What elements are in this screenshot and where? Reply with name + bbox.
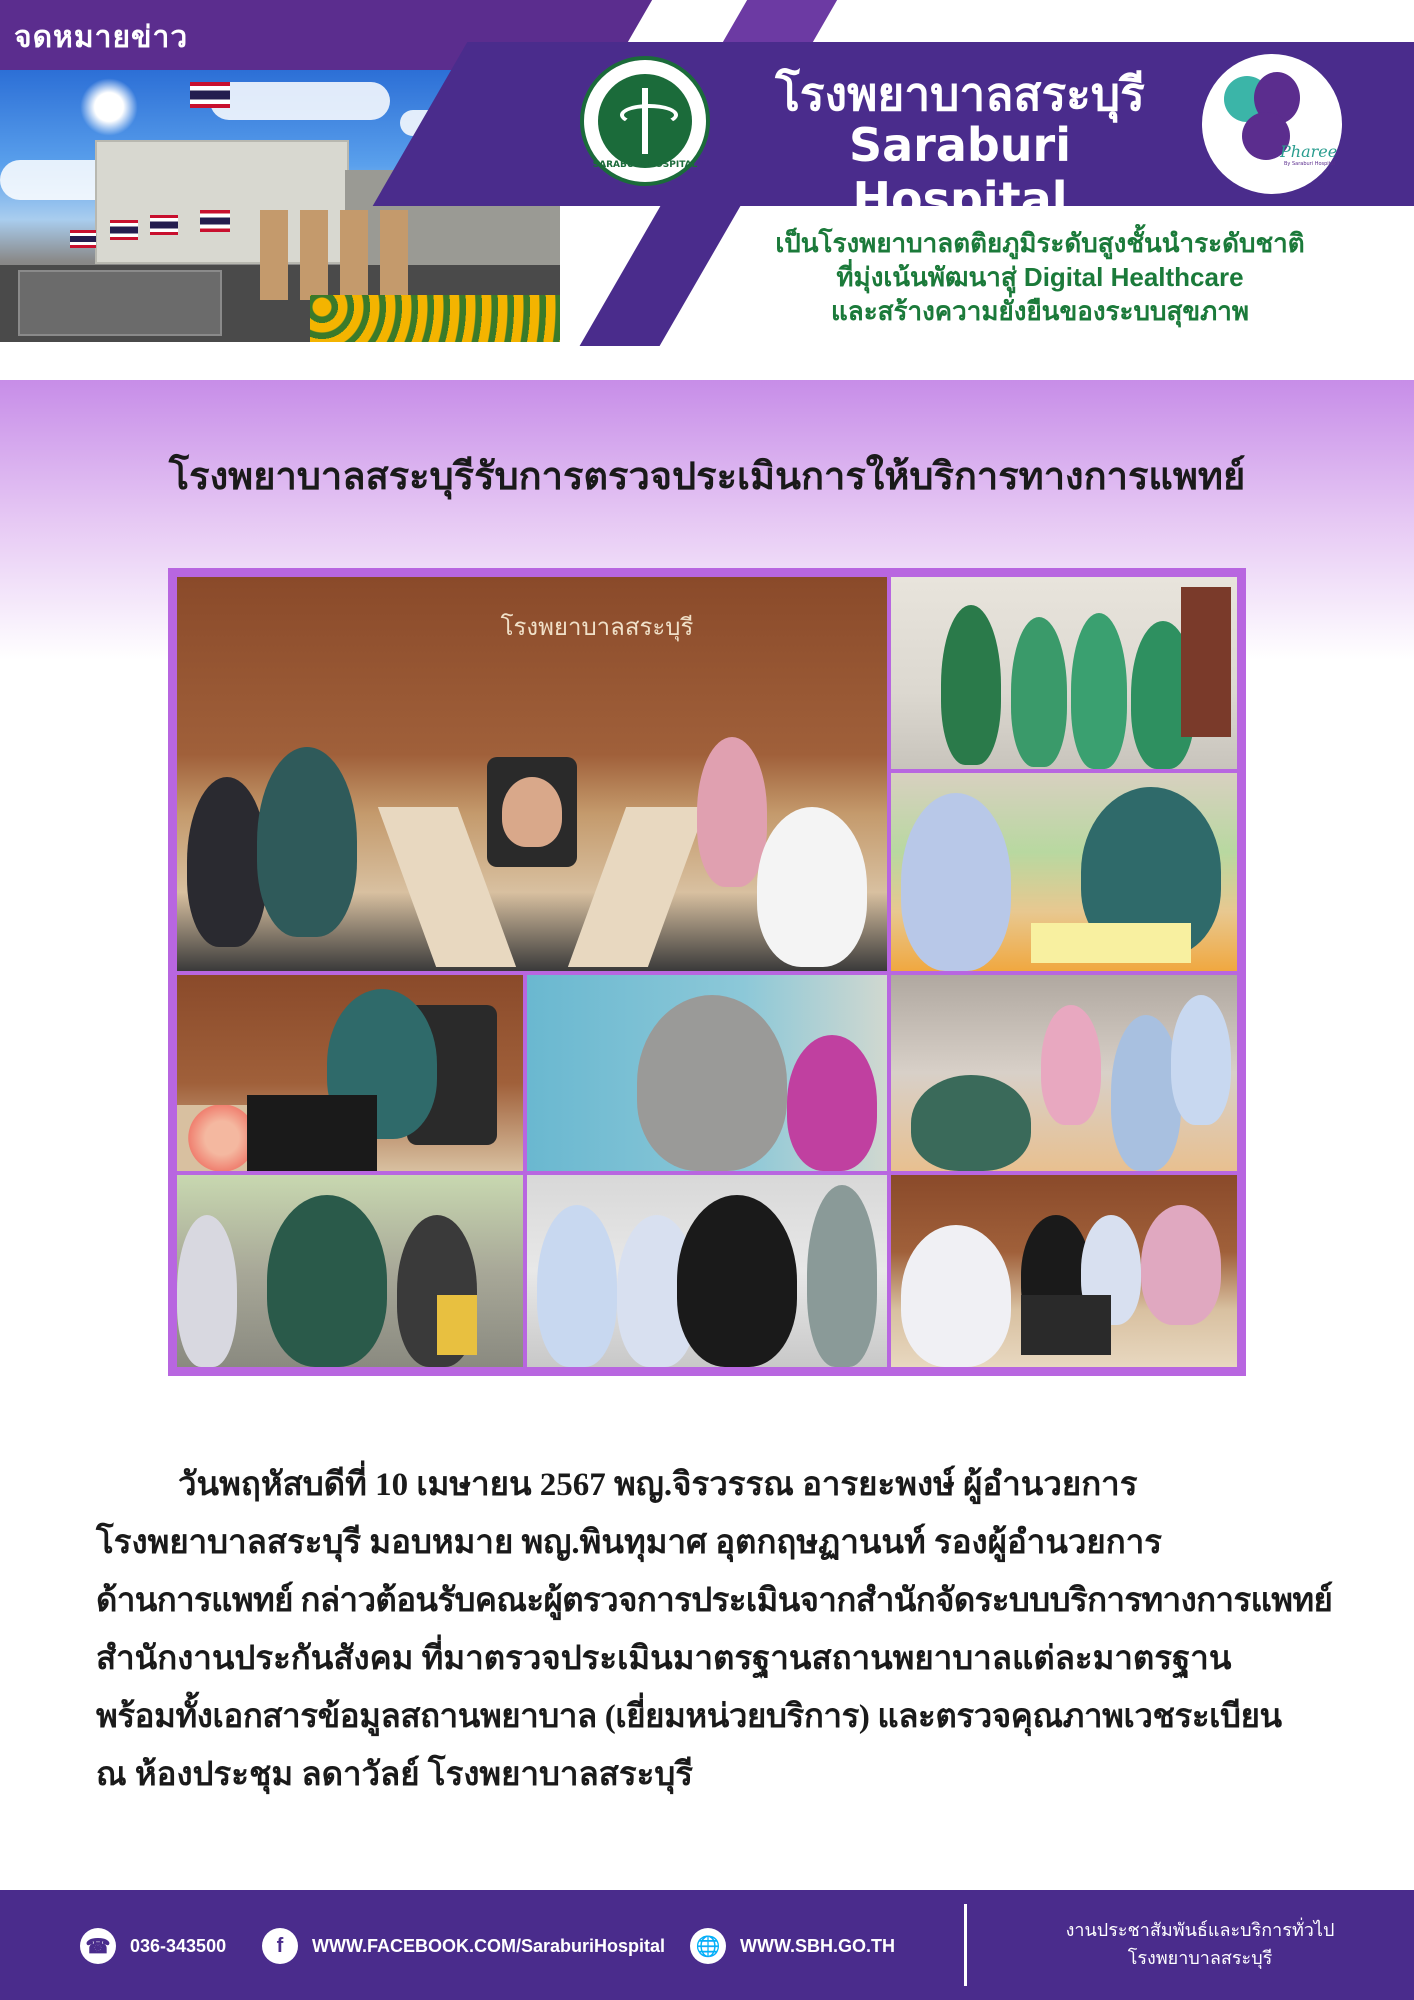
vision-line: และสร้างความยั่งยืนของระบบสุขภาพ bbox=[831, 296, 1249, 326]
pillar bbox=[300, 210, 328, 300]
pillar bbox=[260, 210, 288, 300]
thai-flag bbox=[190, 82, 230, 108]
photo-collage bbox=[168, 568, 1246, 1376]
body-line: ณ ห้องประชุม ลดาวัลย์ โรงพยาบาลสระบุรี bbox=[96, 1757, 694, 1793]
person bbox=[177, 1215, 237, 1367]
caduceus-icon bbox=[598, 74, 692, 168]
sun bbox=[80, 78, 138, 136]
contact-phone[interactable] bbox=[80, 1928, 226, 1964]
sunflowers bbox=[310, 295, 560, 342]
shelf bbox=[1181, 587, 1231, 737]
person bbox=[697, 737, 767, 887]
person bbox=[502, 777, 562, 847]
documents bbox=[1031, 923, 1191, 963]
thai-flag bbox=[70, 230, 96, 248]
photo-meeting-room bbox=[177, 577, 887, 971]
wall-sign: โรงพยาบาลสระบุรี bbox=[500, 615, 694, 641]
pillar bbox=[380, 210, 408, 300]
photo-interview bbox=[527, 975, 887, 1171]
footer bbox=[0, 1890, 1414, 2000]
contact-facebook[interactable] bbox=[262, 1928, 665, 1964]
nurse bbox=[537, 1205, 617, 1367]
logo-text: SARABURI HOSPITAL bbox=[592, 160, 698, 170]
thai-flag bbox=[200, 210, 230, 232]
hospital-logo bbox=[580, 56, 710, 186]
body-line: พร้อมทั้งเอกสารข้อมูลสถานพยาบาล (เยี่ยมหน่วยบริการ) และตรวจคุณภาพเวชระเบียน bbox=[96, 1699, 1282, 1735]
person bbox=[787, 1035, 877, 1171]
hospital-sign bbox=[18, 270, 222, 336]
photo-outdoor-visit bbox=[177, 1175, 523, 1367]
body-line: วันพฤหัสบดีที่ 10 เมษายน 2567 พญ.จิรวรรณ อารยะพงษ์ ผู้อำนวยการ bbox=[178, 1467, 1138, 1503]
phone-number: 036-343500 bbox=[130, 1935, 227, 1956]
body-line: ด้านการแพทย์ กล่าวต้อนรับคณะผู้ตรวจการประเมินจากสำนักจัดระบบบริการทางการแพทย์ bbox=[96, 1583, 1333, 1619]
monitor bbox=[1021, 1295, 1111, 1355]
person bbox=[901, 1225, 1011, 1367]
hospital-name-th: โรงพยาบาลสระบุรี bbox=[775, 68, 1145, 120]
vision-line: ที่มุ่งเน้นพัฒนาสู่ Digital Healthcare bbox=[836, 262, 1244, 292]
photo-speaker bbox=[177, 975, 523, 1171]
website-link: WWW.SBH.GO.TH bbox=[740, 1935, 895, 1956]
article-title: โรงพยาบาลสระบุรีรับการตรวจประเมินการให้บริการทางการแพทย์ bbox=[168, 456, 1246, 498]
thai-flag bbox=[110, 220, 138, 240]
facebook-link: WWW.FACEBOOK.COM/SaraburiHospital bbox=[312, 1935, 666, 1956]
newsletter-label: จดหมายข่าว bbox=[14, 20, 189, 55]
cloud bbox=[210, 82, 390, 120]
globe-icon: 🌐 bbox=[690, 1928, 726, 1964]
thai-flag bbox=[150, 215, 178, 235]
nurse bbox=[757, 807, 867, 967]
staff bbox=[901, 793, 1011, 971]
person bbox=[637, 995, 787, 1171]
pharee-logo-subtext: By Saraburi Hospital bbox=[1284, 161, 1336, 167]
contact-website[interactable] bbox=[690, 1928, 895, 1964]
body-line: สำนักงานประกันสังคม ที่มาตรวจประเมินมาตรฐานสถานพยาบาลแต่ละมาตรฐาน bbox=[96, 1641, 1232, 1677]
pillar bbox=[340, 210, 368, 300]
pharee-logo bbox=[1202, 54, 1342, 194]
photo-audit-meeting bbox=[891, 1175, 1237, 1367]
photo-nurses bbox=[527, 1175, 887, 1367]
pr-unit-line: โรงพยาบาลสระบุรี bbox=[1127, 1948, 1273, 1968]
person bbox=[911, 1075, 1031, 1171]
person bbox=[187, 777, 267, 947]
phone-icon: ☎ bbox=[80, 1928, 116, 1964]
staff bbox=[1171, 995, 1231, 1125]
article-body bbox=[96, 1456, 1333, 1804]
person bbox=[1011, 617, 1067, 767]
pr-unit-line: งานประชาสัมพันธ์และบริการทั่วไป bbox=[1065, 1920, 1335, 1940]
folder bbox=[437, 1295, 477, 1355]
photo-registration bbox=[891, 975, 1237, 1171]
staff bbox=[1111, 1015, 1181, 1171]
person bbox=[807, 1185, 877, 1367]
pharee-logo-text: Pharee bbox=[1280, 142, 1338, 161]
facebook-icon: f bbox=[262, 1928, 298, 1964]
person bbox=[1041, 1005, 1101, 1125]
monitor bbox=[247, 1095, 377, 1171]
pr-unit bbox=[1000, 1916, 1400, 1972]
header bbox=[0, 0, 1414, 380]
person bbox=[677, 1195, 797, 1367]
photo-ward-visit bbox=[891, 577, 1237, 769]
decor-stripe bbox=[580, 206, 741, 346]
person bbox=[257, 747, 357, 937]
hospital-name-en: Saraburi Hospital bbox=[848, 118, 1072, 226]
body-line: โรงพยาบาลสระบุรี มอบหมาย พญ.พินทุมาศ อุตกฤษฏานนท์ รองผู้อำนวยการ bbox=[96, 1525, 1162, 1561]
person bbox=[267, 1195, 387, 1367]
person bbox=[1141, 1205, 1221, 1325]
vision-line: เป็นโรงพยาบาลตติยภูมิระดับสูงชั้นนำระดับชาติ bbox=[775, 228, 1305, 258]
photo-document-review bbox=[891, 773, 1237, 971]
person bbox=[941, 605, 1001, 765]
vision-statement bbox=[760, 226, 1320, 328]
footer-divider bbox=[964, 1904, 967, 1986]
table bbox=[568, 807, 706, 967]
person bbox=[1071, 613, 1127, 769]
